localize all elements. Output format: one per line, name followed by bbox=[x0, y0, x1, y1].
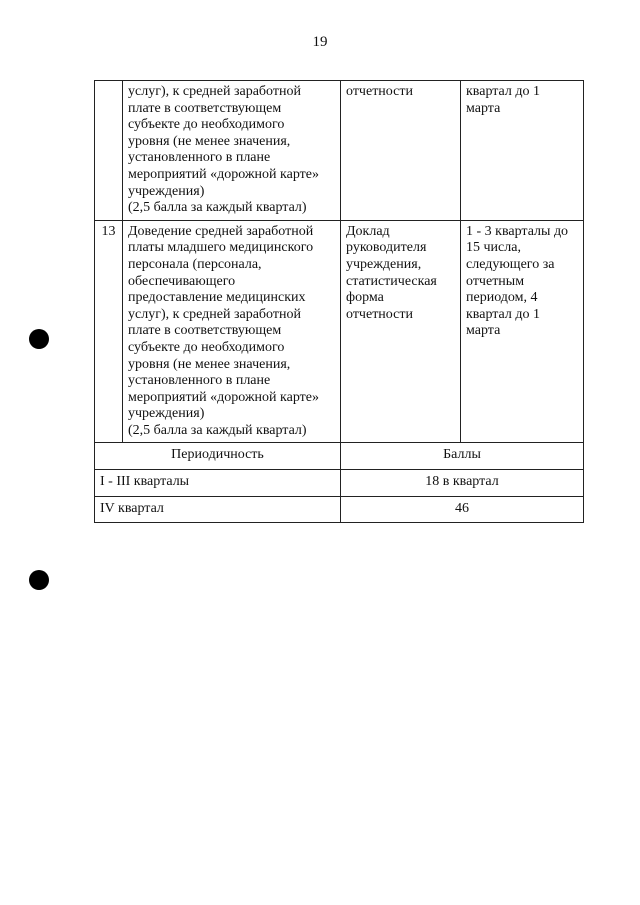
indicator-line: плате в соответствующем bbox=[128, 100, 282, 116]
source-line: отчетности bbox=[346, 84, 413, 99]
summary-header-row bbox=[95, 443, 584, 470]
indicator-line: (2,5 балла за каждый квартал) bbox=[128, 200, 307, 216]
deadline-line: следующего за bbox=[466, 256, 555, 272]
indicator-cell bbox=[123, 220, 341, 443]
indicator-line: Доведение средней заработной bbox=[128, 223, 314, 239]
indicators-table bbox=[94, 80, 584, 523]
indicator-line: учреждения) bbox=[128, 183, 205, 199]
indicator-line: уровня (не менее значения, bbox=[128, 133, 291, 149]
deadline-line: 1 - 3 кварталы до bbox=[466, 223, 569, 239]
source-line: руководителя bbox=[346, 240, 427, 256]
deadline-cell bbox=[461, 220, 584, 443]
points-header-cell: Баллы bbox=[341, 443, 584, 470]
source-line: отчетности bbox=[346, 306, 413, 322]
deadline-line: марта bbox=[466, 100, 501, 116]
points-cell: 18 в квартал bbox=[341, 470, 584, 497]
indicator-line: установленного в плане bbox=[128, 150, 271, 166]
indicator-line: субъекте до необходимого bbox=[128, 339, 285, 355]
indicator-line: уровня (не менее значения, bbox=[128, 356, 291, 372]
deadline-line: марта bbox=[466, 323, 501, 339]
period-cell: I - III кварталы bbox=[95, 470, 341, 497]
indicator-line: учреждения) bbox=[128, 406, 205, 422]
indicator-line: (2,5 балла за каждый квартал) bbox=[128, 422, 307, 438]
indicator-line: установленного в плане bbox=[128, 373, 271, 389]
table-row-continued bbox=[95, 81, 584, 221]
indicator-line: платы младшего медицинского bbox=[128, 240, 314, 256]
indicator-line: субъекте до необходимого bbox=[128, 117, 285, 133]
deadline-line: 15 числа, bbox=[466, 240, 521, 256]
deadline-line: периодом, 4 bbox=[466, 290, 538, 306]
source-cell bbox=[341, 220, 461, 443]
indicator-line: мероприятий «дорожной карте» bbox=[128, 166, 319, 182]
summary-row bbox=[95, 496, 584, 523]
indicator-line: обеспечивающего bbox=[128, 273, 236, 289]
period-cell: IV квартал bbox=[95, 496, 341, 523]
source-cell bbox=[341, 81, 461, 221]
deadline-line: отчетным bbox=[466, 273, 525, 289]
indicator-line: услуг), к средней заработной bbox=[128, 306, 301, 322]
binder-hole-mark bbox=[29, 329, 49, 349]
binder-hole-mark bbox=[29, 570, 49, 590]
row-number-cell bbox=[95, 81, 123, 221]
source-line: Доклад bbox=[346, 223, 390, 239]
source-line: учреждения, bbox=[346, 256, 422, 272]
source-line: форма bbox=[346, 290, 384, 306]
deadline-line: квартал до 1 bbox=[466, 84, 540, 99]
table-row-13 bbox=[95, 220, 584, 443]
indicator-line: предоставление медицинских bbox=[128, 290, 306, 306]
row-number-cell: 13 bbox=[95, 220, 123, 443]
deadline-line: квартал до 1 bbox=[466, 306, 540, 322]
indicator-line: плате в соответствующем bbox=[128, 323, 282, 339]
deadline-cell bbox=[461, 81, 584, 221]
indicator-line: мероприятий «дорожной карте» bbox=[128, 389, 319, 405]
points-cell: 46 bbox=[341, 496, 584, 523]
indicator-line: услуг), к средней заработной bbox=[128, 84, 301, 99]
indicator-line: персонала (персонала, bbox=[128, 256, 262, 272]
summary-row bbox=[95, 470, 584, 497]
period-header-cell: Периодичность bbox=[95, 443, 341, 470]
indicator-cell bbox=[123, 81, 341, 221]
source-line: статистическая bbox=[346, 273, 437, 289]
page-number: 19 bbox=[312, 34, 328, 50]
